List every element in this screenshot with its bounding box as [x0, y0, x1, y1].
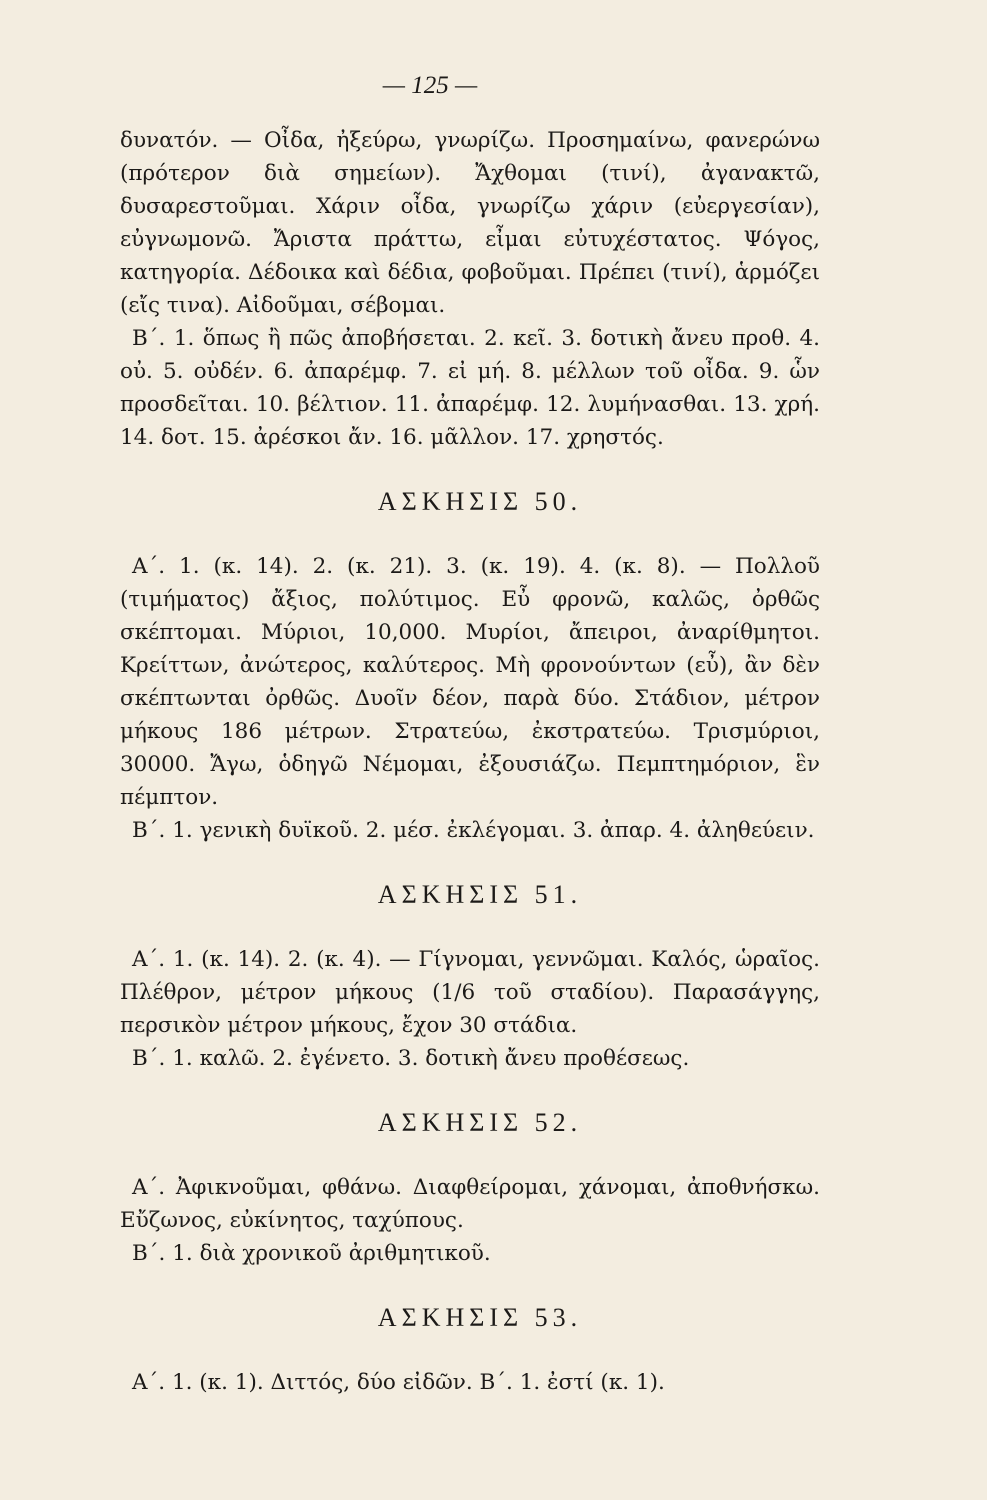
exercise-50-heading: ΑΣΚΗΣΙΣ 50.	[377, 487, 583, 516]
body-text	[120, 124, 820, 1399]
intro-part-b: Β΄. 1. ὅπως ἢ πῶς ἀποβήσεται. 2. κεῖ. 3. δοτικὴ ἄνευ προθ. 4. οὐ. 5. οὐδέν. 6. ἀπαρέμφ. 7. εἰ μή. 8. μέλλων τοῦ οἶδα. 9. ὧν προσδεῖται. 10. βέλτιον. 11. ἀπαρέμφ. 12. λυμήνασθαι. 13. χρή. 14. δοτ. 15. ἀρέσκοι ἄν. 16. μᾶλλον. 17. χρηστός.	[120, 326, 820, 450]
exercise-50-part-a: Α΄. 1. (κ. 14). 2. (κ. 21). 3. (κ. 19). 4. (κ. 8). — Πολλοῦ (τιμήματος) ἄξιος, πολύτιμος. Εὖ φρονῶ, καλῶς, ὀρθῶς σκέπτομαι. Μύριοι, 10,000. Μυρίοι, ἄπειροι, ἀναρίθμητοι. Κρείττων, ἀνώτερος, καλύτερος. Μὴ φρονούντων (εὖ), ἂν δὲν σκέπτωνται ὀρθῶς. Δυοῖν δέον, παρὰ δύο. Στάδιον, μέτρον μήκους 186 μέτρων. Στρατεύω, ἐκστρατεύω. Τρισμύριοι, 30000. Ἄγω, ὁδηγῶ Νέμομαι, ἐξουσιάζω. Πεμπτημόριον, ἓν πέμπτον.	[120, 554, 820, 810]
exercise-50-part-b: Β΄. 1. γενικὴ δυϊκοῦ. 2. μέσ. ἐκλέγομαι. 3. ἀπαρ. 4. ἀληθεύειν.	[132, 818, 815, 843]
exercise-53-part-a: Α΄. 1. (κ. 1). Διττός, δύο εἰδῶν. Β΄. 1. ἐστί (κ. 1).	[132, 1370, 665, 1395]
page-number: — 125 —	[382, 72, 478, 99]
exercise-52-part-a: Α΄. Ἀφικνοῦμαι, φθάνω. Διαφθείρομαι, χάνομαι, ἀποθνήσκω. Εὔζωνος, εὐκίνητος, ταχύπους.	[120, 1175, 820, 1233]
exercise-51-part-a: Α΄. 1. (κ. 14). 2. (κ. 4). — Γίγνομαι, γεννῶμαι. Καλός, ὡραῖος. Πλέθρον, μέτρον μήκους (1/6 τοῦ σταδίου). Παρασάγγης, περσικὸν μέτρον μήκους, ἔχον 30 στάδια.	[120, 947, 820, 1038]
exercise-52-part-b: Β΄. 1. διὰ χρονικοῦ ἀριθμητικοῦ.	[132, 1241, 491, 1266]
exercise-51-heading: ΑΣΚΗΣΙΣ 51.	[377, 880, 583, 909]
intro-paragraph: δυνατόν. — Οἶδα, ἠξεύρω, γνωρίζω. Προσημαίνω, φανερώνω (πρότερον διὰ σημείων). Ἄχθομαι (τινί), ἀγανακτῶ, δυσαρεστοῦμαι. Χάριν οἶδα, γνωρίζω χάριν (εὐεργεσίαν), εὐγνωμονῶ. Ἄριστα πράττω, εἶμαι εὐτυχέστατος. Ψόγος, κατηγορία. Δέδοικα καὶ δέδια, φοβοῦμαι. Πρέπει (τινί), ἁρμόζει (εἴς τινα). Αἰδοῦμαι, σέβομαι.	[120, 128, 820, 318]
exercise-53-heading: ΑΣΚΗΣΙΣ 53.	[377, 1303, 583, 1332]
exercise-52-heading: ΑΣΚΗΣΙΣ 52.	[377, 1108, 583, 1137]
exercise-51-part-b: Β΄. 1. καλῶ. 2. ἐγένετο. 3. δοτικὴ ἄνευ προθέσεως.	[132, 1046, 690, 1071]
